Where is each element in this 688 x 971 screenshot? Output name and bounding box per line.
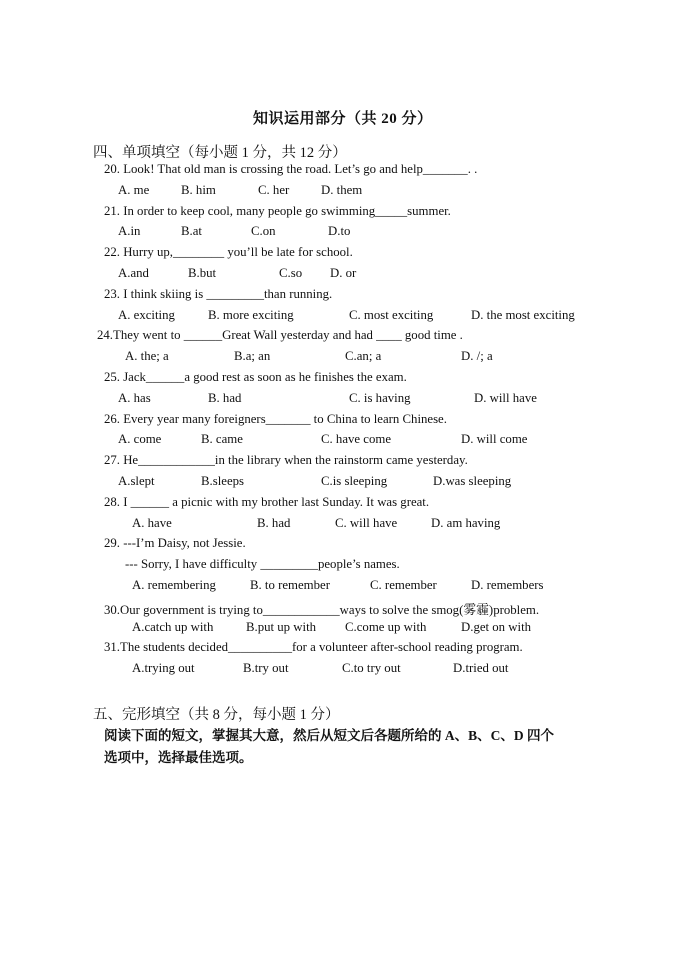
question-25-stem: 25. Jack______a good rest as soon as he finishes the exam. [104, 370, 407, 384]
question-31-option-b: B.try out [243, 661, 289, 675]
question-23-option-b: B. more exciting [208, 308, 294, 322]
question-27-stem: 27. He____________in the library when the rainstorm came yesterday. [104, 453, 468, 467]
question-28-option-d: D. am having [431, 516, 501, 530]
question-20-option-b: B. him [181, 183, 216, 197]
question-26-option-a: A. come [118, 432, 162, 446]
question-22-option-d: D. or [330, 266, 357, 280]
section-5-instruction-line-1: 阅读下面的短文，掌握其大意，然后从短文后各题所给的 A、B、C、D 四个 [104, 728, 555, 743]
question-30-stem: 30.Our government is trying to____________ways to solve the smog(雾霾)problem. [104, 603, 540, 617]
question-23-option-c: C. most exciting [349, 308, 434, 322]
question-24-stem: 24.They went to ______Great Wall yesterday and had ____ good time . [97, 328, 463, 342]
question-29-option-a: A. remembering [132, 578, 216, 592]
section-4-heading: 四、单项填空（每小题 1 分，共 12 分） [93, 145, 347, 161]
question-21-option-b: B.at [181, 224, 202, 238]
question-25-option-d: D. will have [474, 391, 537, 405]
question-29-option-c: C. remember [370, 578, 437, 592]
question-29-option-b: B. to remember [250, 578, 330, 592]
question-20-option-a: A. me [118, 183, 150, 197]
question-27-option-c: C.is sleeping [321, 474, 388, 488]
question-30-option-b: B.put up with [246, 620, 317, 634]
question-30-option-c: C.come up with [345, 620, 427, 634]
question-23-stem: 23. I think skiing is _________than running. [104, 287, 333, 301]
question-30-option-d: D.get on with [461, 620, 532, 634]
question-27-option-b: B.sleeps [201, 474, 245, 488]
question-24-option-a: A. the; a [125, 349, 169, 363]
question-25-option-b: B. had [208, 391, 242, 405]
question-21-option-d: D.to [328, 224, 351, 238]
question-20-option-c: C. her [258, 183, 290, 197]
question-26-option-d: D. will come [461, 432, 528, 446]
question-24-option-c: C.an; a [345, 349, 382, 363]
question-21-option-a: A.in [118, 224, 141, 238]
question-27-option-a: A.slept [118, 474, 155, 488]
question-26-option-b: B. came [201, 432, 243, 446]
question-28-stem: 28. I ______ a picnic with my brother last Sunday. It was great. [104, 495, 430, 509]
question-21-stem: 21. In order to keep cool, many people go swimming_____summer. [104, 204, 451, 218]
question-23-option-a: A. exciting [118, 308, 175, 322]
question-24-option-b: B.a; an [234, 349, 271, 363]
question-20-option-d: D. them [321, 183, 363, 197]
question-29-stem: 29. ---I’m Daisy, not Jessie. [104, 536, 246, 550]
question-20-stem: 20. Look! That old man is crossing the road. Let’s go and help_______. . [104, 162, 478, 176]
question-28-option-a: A. have [132, 516, 172, 530]
question-26-stem: 26. Every year many foreigners_______ to China to learn Chinese. [104, 412, 447, 426]
question-29-option-d: D. remembers [471, 578, 544, 592]
question-31-option-c: C.to try out [342, 661, 401, 675]
page-title: 知识运用部分（共 20 分） [253, 111, 433, 127]
question-21-option-c: C.on [251, 224, 276, 238]
question-28-option-b: B. had [257, 516, 291, 530]
question-23-option-d: D. the most exciting [471, 308, 575, 322]
section-5-heading: 五、完形填空（共 8 分，每小题 1 分） [93, 707, 340, 723]
question-25-option-c: C. is having [349, 391, 411, 405]
question-24-option-d: D. /; a [461, 349, 493, 363]
question-22-option-a: A.and [118, 266, 149, 280]
question-31-option-a: A.trying out [132, 661, 195, 675]
question-22-option-c: C.so [279, 266, 303, 280]
question-29-stem-reply: --- Sorry, I have difficulty _________people’s names. [125, 557, 400, 571]
question-22-option-b: B.but [188, 266, 217, 280]
question-31-stem: 31.The students decided__________for a volunteer after-school reading program. [104, 640, 523, 654]
question-28-option-c: C. will have [335, 516, 398, 530]
question-22-stem: 22. Hurry up,________ you’ll be late for school. [104, 245, 353, 259]
question-25-option-a: A. has [118, 391, 151, 405]
question-30-option-a: A.catch up with [132, 620, 214, 634]
question-31-option-d: D.tried out [453, 661, 509, 675]
section-5-instruction-line-2: 选项中，选择最佳选项。 [104, 750, 253, 765]
question-26-option-c: C. have come [321, 432, 392, 446]
question-27-option-d: D.was sleeping [433, 474, 512, 488]
